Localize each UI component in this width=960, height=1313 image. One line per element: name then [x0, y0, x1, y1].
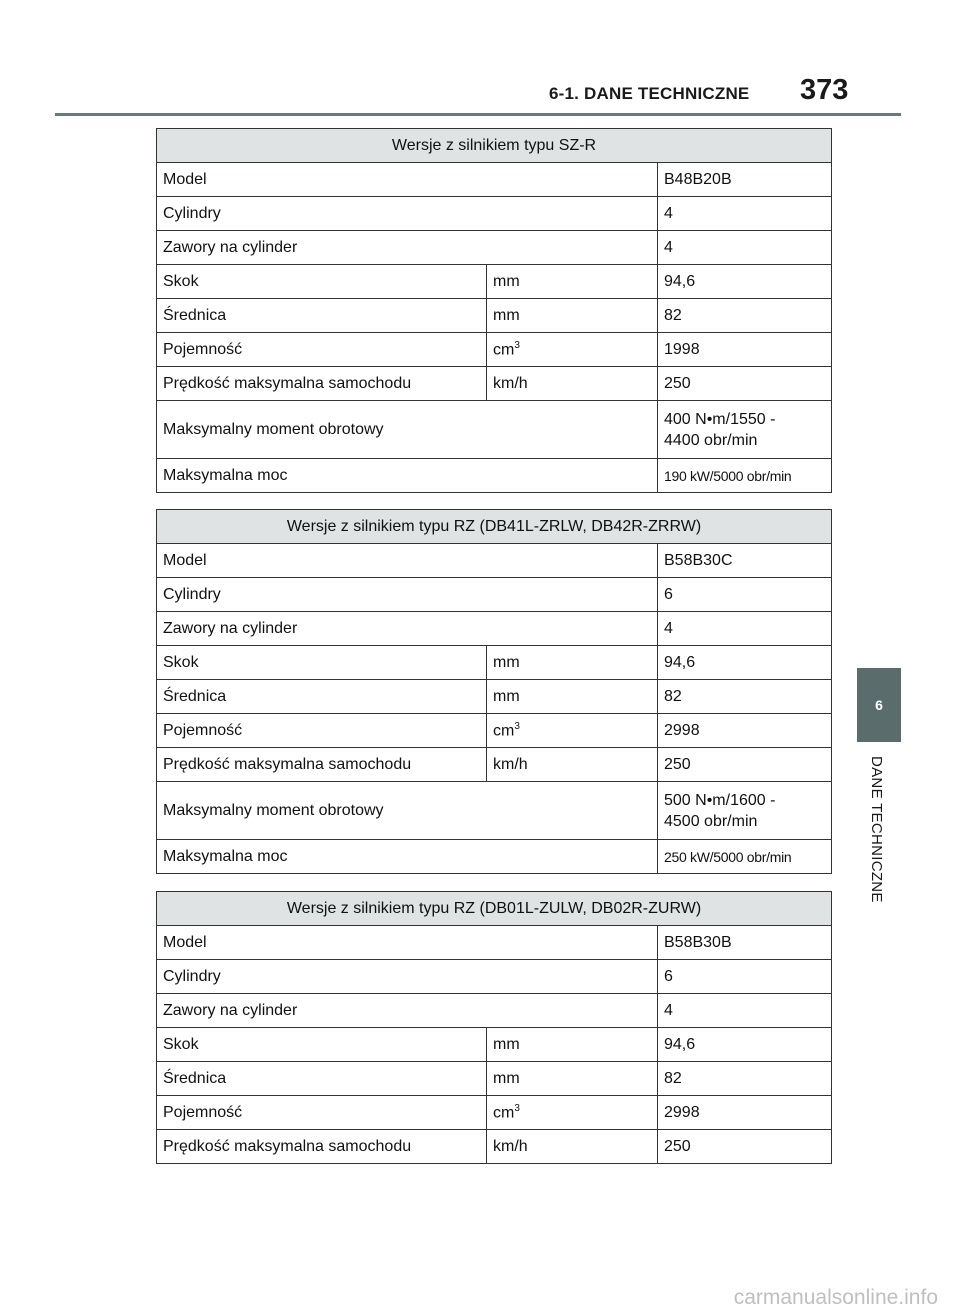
row-label: Średnica: [157, 1062, 487, 1096]
row-label: Skok: [157, 646, 487, 680]
row-label: Pojemność: [157, 333, 487, 367]
value-line-2: 4400 obr/min: [664, 431, 758, 449]
unit-base: cm: [493, 722, 515, 740]
header-divider: [55, 113, 901, 116]
chapter-tab-number: 6: [875, 697, 883, 713]
row-value: 94,6: [658, 1028, 832, 1062]
value-line-1: 500 N•m/1600 -: [664, 791, 776, 809]
row-unit: [487, 714, 658, 748]
row-label: Zawory na cylinder: [157, 231, 658, 265]
row-label: Pojemność: [157, 714, 487, 748]
row-value: [658, 401, 832, 459]
row-value: 82: [658, 680, 832, 714]
unit-superscript: 3: [514, 720, 520, 732]
row-label: Zawory na cylinder: [157, 612, 658, 646]
row-value: 4: [658, 197, 832, 231]
row-label: Cylindry: [157, 578, 658, 612]
table-row: [157, 231, 832, 265]
row-value: 82: [658, 1062, 832, 1096]
row-value: 94,6: [658, 646, 832, 680]
table-row: [157, 612, 832, 646]
value-line-1: 400 N•m/1550 -: [664, 410, 776, 428]
row-unit: km/h: [487, 1130, 658, 1164]
row-label: Cylindry: [157, 960, 658, 994]
unit-base: cm: [493, 341, 515, 359]
table-title: Wersje z silnikiem typu RZ (DB41L-ZRLW, DB42R-ZRRW): [157, 510, 832, 544]
table-row: [157, 333, 832, 367]
row-label: Zawory na cylinder: [157, 994, 658, 1028]
spec-table-sz-r: [156, 128, 832, 493]
table-row: [157, 299, 832, 333]
unit-superscript: 3: [514, 1102, 520, 1114]
row-label: Model: [157, 163, 658, 197]
spec-table-rz-zrlw: [156, 509, 832, 874]
table-row: [157, 401, 832, 459]
row-unit: [487, 1096, 658, 1130]
row-label: Skok: [157, 265, 487, 299]
table-title: Wersje z silnikiem typu RZ (DB01L-ZULW, DB02R-ZURW): [157, 892, 832, 926]
row-unit: mm: [487, 1028, 658, 1062]
table-row: [157, 197, 832, 231]
row-value: 6: [658, 960, 832, 994]
row-unit: mm: [487, 1062, 658, 1096]
table-row: [157, 926, 832, 960]
table-row: [157, 163, 832, 197]
row-value: 82: [658, 299, 832, 333]
table-row: [157, 646, 832, 680]
table-row: [157, 714, 832, 748]
table-row: [157, 960, 832, 994]
row-label: Prędkość maksymalna samochodu: [157, 1130, 487, 1164]
row-label: Prędkość maksymalna samochodu: [157, 367, 487, 401]
chapter-tab[interactable]: [857, 668, 901, 742]
table-row: [157, 1130, 832, 1164]
row-value: 190 kW/5000 obr/min: [658, 459, 832, 493]
row-label: Cylindry: [157, 197, 658, 231]
table-row: [157, 748, 832, 782]
spec-table-rz-zulw: [156, 891, 832, 1164]
row-value: 6: [658, 578, 832, 612]
unit-base: cm: [493, 1104, 515, 1122]
table-row: [157, 1062, 832, 1096]
row-unit: km/h: [487, 367, 658, 401]
table-row: [157, 544, 832, 578]
row-value: 250: [658, 748, 832, 782]
table-row: [157, 1028, 832, 1062]
value-line-2: 4500 obr/min: [664, 812, 758, 830]
row-value: 2998: [658, 714, 832, 748]
row-value: 94,6: [658, 265, 832, 299]
row-label: Skok: [157, 1028, 487, 1062]
section-title: 6-1. DANE TECHNICZNE: [549, 84, 750, 103]
row-unit: mm: [487, 646, 658, 680]
table-row: [157, 578, 832, 612]
row-unit: mm: [487, 680, 658, 714]
row-label: Model: [157, 544, 658, 578]
chapter-label: DANE TECHNICZNE: [868, 756, 885, 903]
row-label: Prędkość maksymalna samochodu: [157, 748, 487, 782]
row-unit: [487, 333, 658, 367]
row-value: B58B30C: [658, 544, 832, 578]
row-value: B48B20B: [658, 163, 832, 197]
row-value: [658, 782, 832, 840]
row-unit: mm: [487, 299, 658, 333]
row-value: 2998: [658, 1096, 832, 1130]
row-unit: mm: [487, 265, 658, 299]
row-value: 4: [658, 994, 832, 1028]
row-label: Średnica: [157, 680, 487, 714]
row-value: 250 kW/5000 obr/min: [658, 840, 832, 874]
row-label: Pojemność: [157, 1096, 487, 1130]
row-label: Średnica: [157, 299, 487, 333]
row-value: 250: [658, 1130, 832, 1164]
table-row: [157, 459, 832, 493]
row-label: Maksymalna moc: [157, 459, 658, 493]
row-label: Maksymalny moment obrotowy: [157, 401, 658, 459]
row-label: Model: [157, 926, 658, 960]
row-value: 1998: [658, 333, 832, 367]
table-row: [157, 1096, 832, 1130]
table-row: [157, 680, 832, 714]
table-row: [157, 265, 832, 299]
row-label: Maksymalna moc: [157, 840, 658, 874]
table-row: [157, 367, 832, 401]
watermark: carmanualsonline.info: [733, 1286, 938, 1309]
row-label: Maksymalny moment obrotowy: [157, 782, 658, 840]
table-row: [157, 840, 832, 874]
table-row: [157, 994, 832, 1028]
row-value: 250: [658, 367, 832, 401]
unit-superscript: 3: [514, 339, 520, 351]
row-value: 4: [658, 612, 832, 646]
page-number: 373: [800, 74, 849, 106]
table-title: Wersje z silnikiem typu SZ-R: [157, 129, 832, 163]
row-value: 4: [658, 231, 832, 265]
row-unit: km/h: [487, 748, 658, 782]
row-value: B58B30B: [658, 926, 832, 960]
table-row: [157, 782, 832, 840]
